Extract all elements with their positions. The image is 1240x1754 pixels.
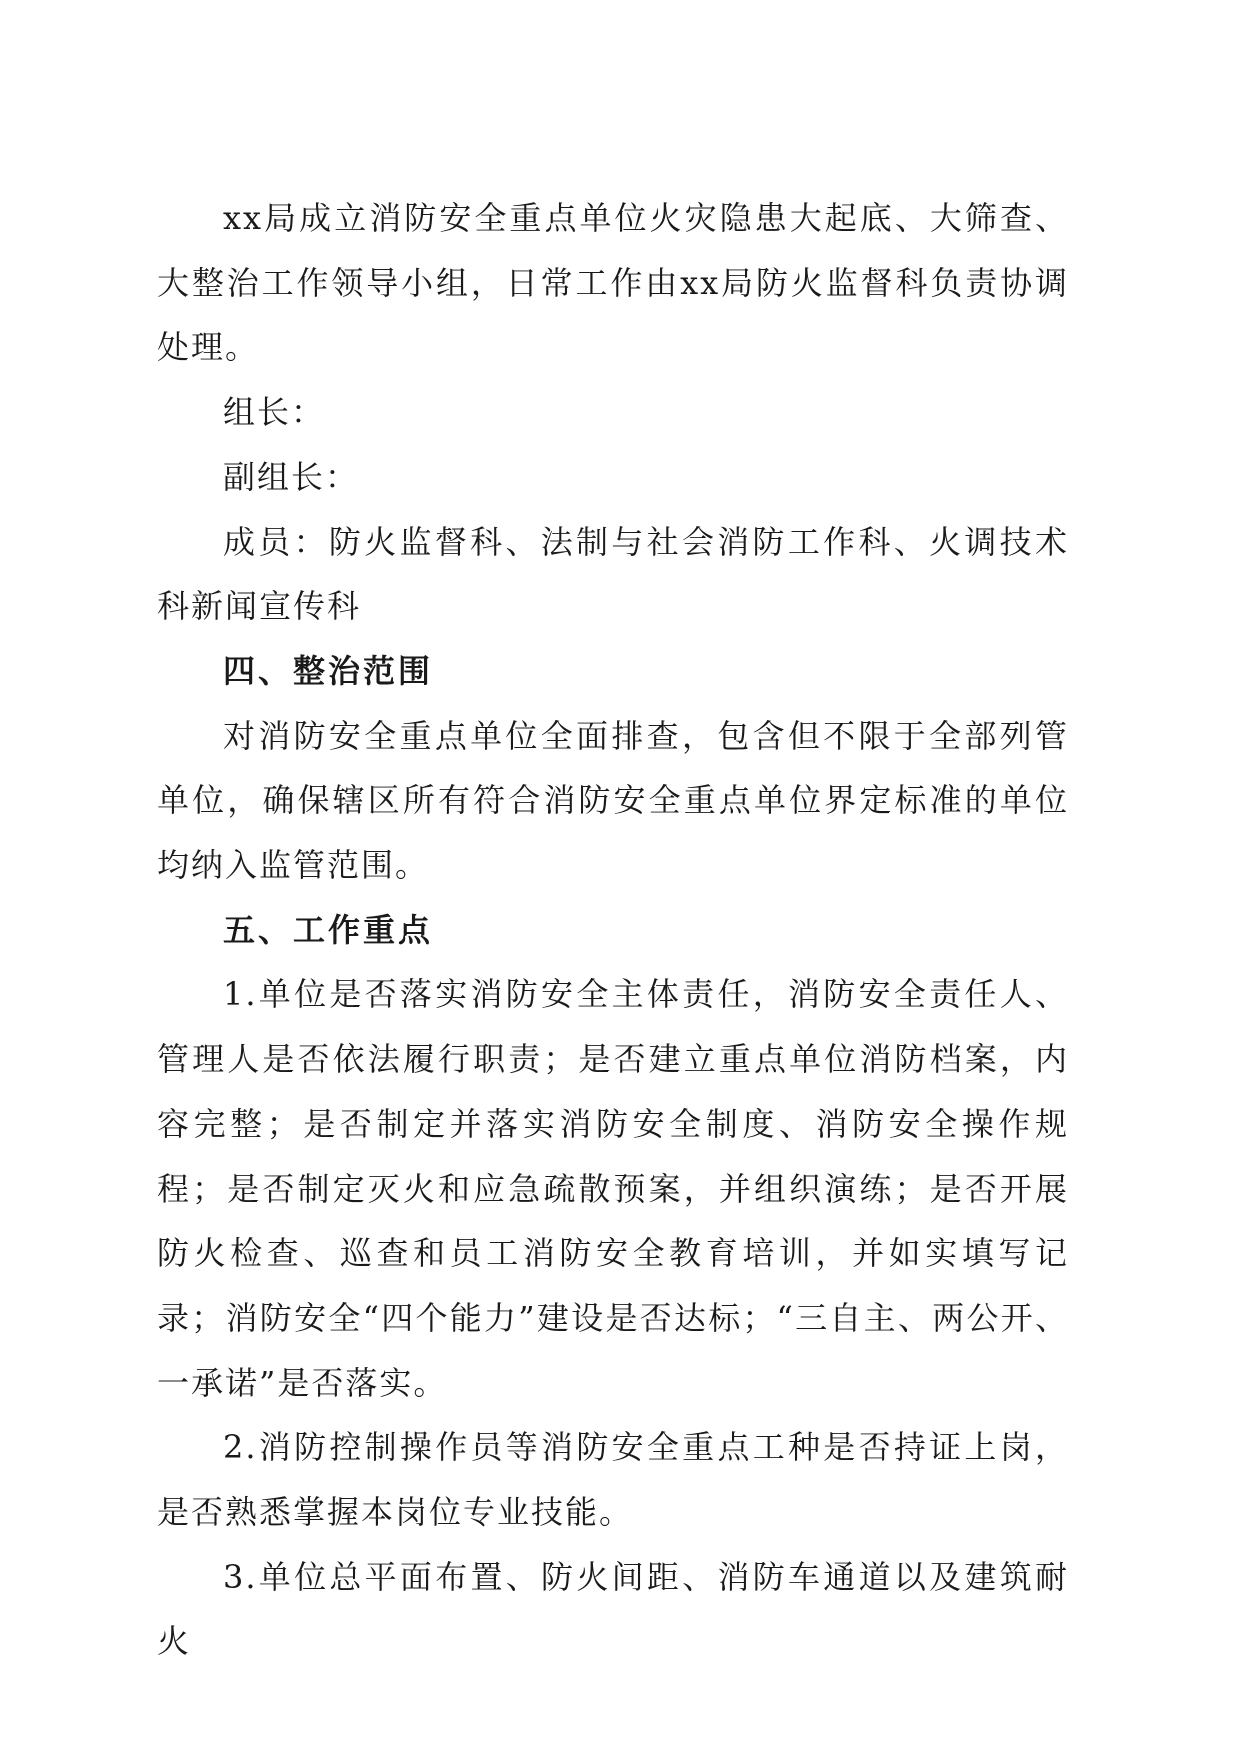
section-heading-scope: 四、整治范围 — [223, 651, 434, 690]
section-heading-key-points: 五、工作重点 — [223, 910, 434, 949]
paragraph-item-1: 1.单位是否落实消防安全主体责任，消防安全责任人、管理人是否依法履行职责；是否建立重点单位消防档案，内容完整；是否制定并落实消防安全制度、消防安全操作规程；是否制定灭火和应急疏散预案，并组织演练；是否开展防火检查、巡查和员工消防安全教育培训，并如实填写记录；消防安全“四个能力”建设是否达标；“三自主、两公开、一承诺”是否落实。 — [157, 975, 1069, 1402]
paragraph-deputy-leader: 副组长： — [223, 457, 360, 496]
paragraph-item-3: 3.单位总平面布置、防火间距、消防车通道以及建筑耐火 — [157, 1557, 1069, 1661]
document-body — [157, 186, 1069, 1674]
paragraph-intro: xx局成立消防安全重点单位火灾隐患大起底、大筛查、大整治工作领导小组，日常工作由xx局防火监督科负责协调处理。 — [157, 199, 1069, 367]
paragraph-members: 成员：防火监督科、法制与社会消防工作科、火调技术科新闻宣传科 — [157, 522, 1069, 626]
paragraph-item-2: 2.消防控制操作员等消防安全重点工种是否持证上岗，是否熟悉掌握本岗位专业技能。 — [157, 1428, 1069, 1532]
paragraph-leader: 组长： — [223, 393, 326, 432]
paragraph-scope: 对消防安全重点单位全面排查，包含但不限于全部列管单位，确保辖区所有符合消防安全重点单位界定标准的单位均纳入监管范围。 — [157, 716, 1069, 885]
